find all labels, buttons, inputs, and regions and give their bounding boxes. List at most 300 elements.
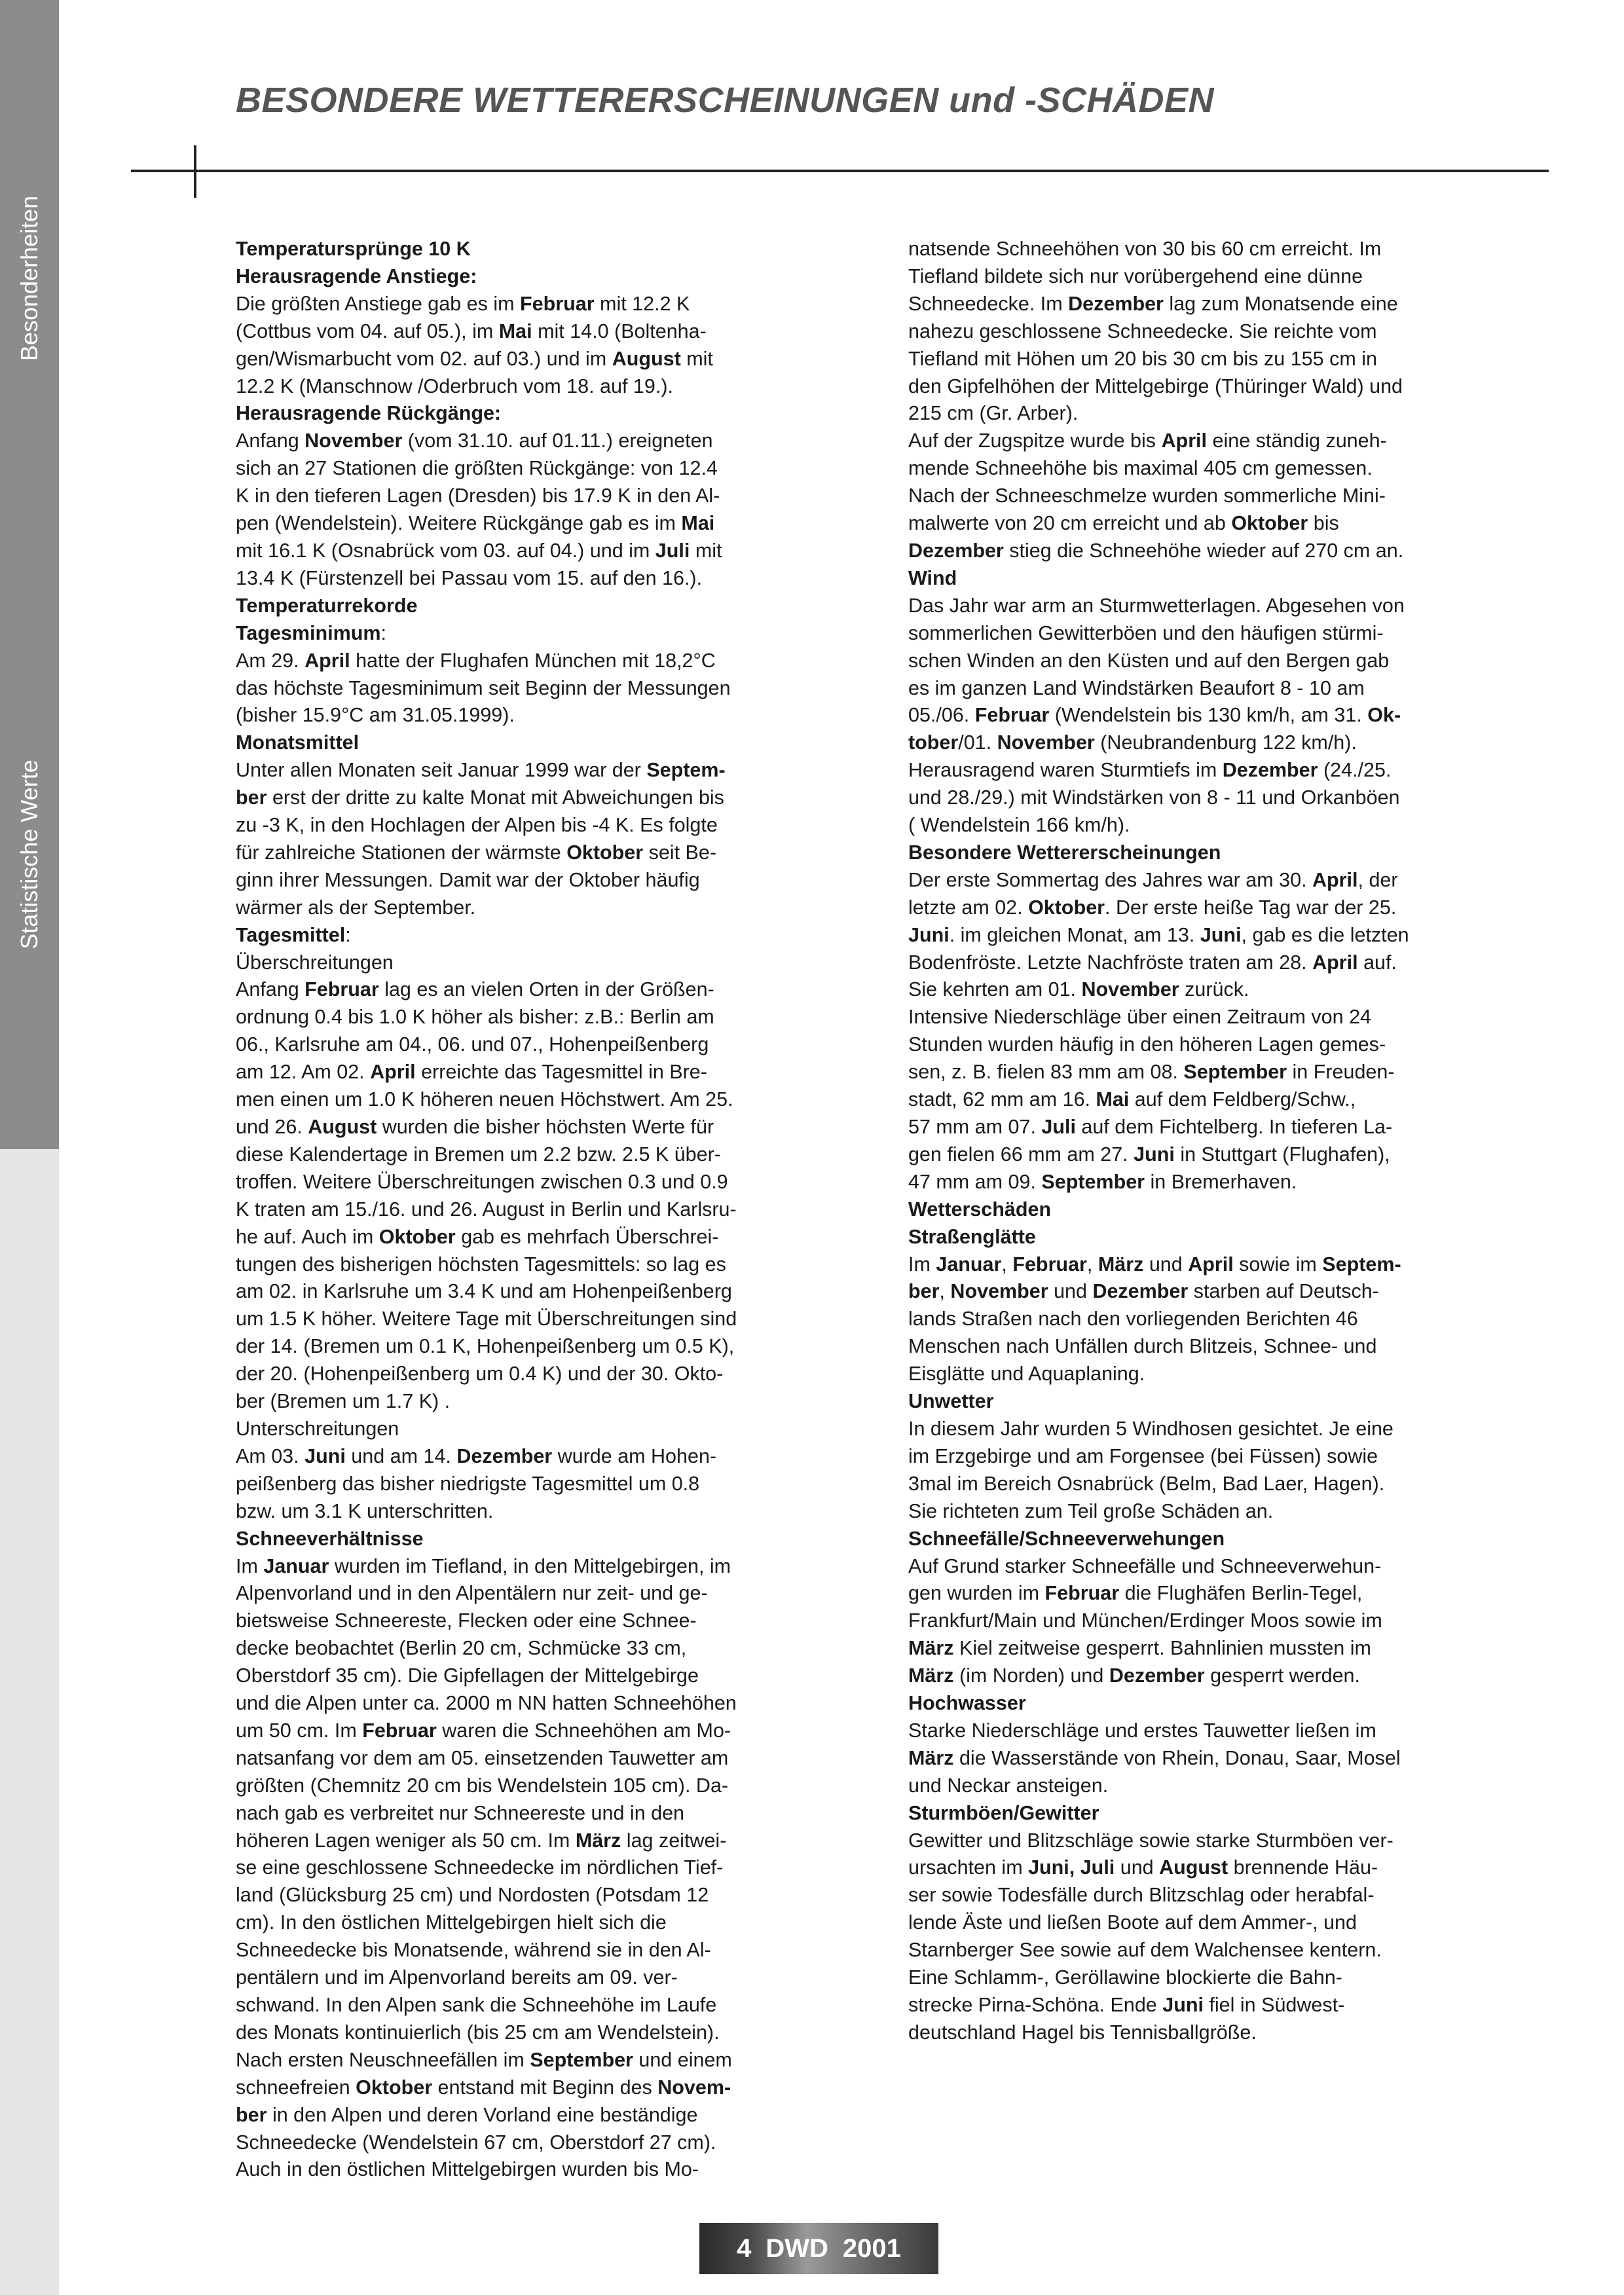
right-text-column — [908, 236, 1471, 2047]
text-line — [236, 757, 799, 784]
text-run: . Der erste heiße Tag war der 25. — [1105, 896, 1397, 919]
text-line — [908, 1278, 1471, 1306]
text-line — [236, 1937, 799, 1964]
bold-text-run: Septem- — [646, 759, 726, 782]
text-run: ber (Bremen um 1.7 K) . — [236, 1390, 451, 1413]
text-line — [236, 922, 799, 949]
text-line — [236, 373, 799, 401]
text-run: mit 14.0 (Boltenha- — [532, 320, 707, 342]
bold-text-run: September — [1041, 1170, 1145, 1193]
text-line — [908, 428, 1471, 455]
text-line — [236, 1827, 799, 1855]
text-line — [908, 1416, 1471, 1443]
text-line — [236, 510, 799, 538]
text-line — [236, 1498, 799, 1526]
text-run: lag zum Monatsende eine — [1163, 292, 1398, 315]
text-line — [236, 1526, 799, 1553]
text-line — [236, 1745, 799, 1772]
text-line — [908, 1717, 1471, 1745]
bold-text-run: Hochwasser — [908, 1692, 1026, 1715]
text-line — [908, 1964, 1471, 1992]
text-run: Nach ersten Neuschneefällen im — [236, 2048, 530, 2071]
text-run: natsende Schneehöhen von 30 bis 60 cm erreicht. Im — [908, 238, 1382, 260]
text-line — [908, 1306, 1471, 1333]
text-run: um 1.5 K höher. Weitere Tage mit Überschreitungen sind — [236, 1308, 737, 1331]
text-run: , gab es die letzten — [1241, 923, 1409, 946]
bold-text-run: Oktober — [1231, 512, 1308, 535]
bold-text-run: Wind — [908, 566, 957, 589]
text-line — [908, 510, 1471, 538]
text-run: mit 12.2 K — [594, 292, 690, 315]
text-line — [908, 1224, 1471, 1251]
text-line — [908, 1772, 1471, 1800]
text-run: Am 03. — [236, 1444, 305, 1467]
text-run: den Gipfelhöhen der Mittelgebirge (Thüringer Wald) und — [908, 375, 1403, 397]
text-line — [908, 784, 1471, 812]
text-line — [236, 1607, 799, 1635]
text-run: und Neckar ansteigen. — [908, 1774, 1109, 1797]
text-run: : — [380, 621, 386, 644]
text-run: In diesem Jahr wurden 5 Windhosen gesichtet. Je eine — [908, 1417, 1393, 1440]
bold-text-run: Oktober — [566, 841, 644, 864]
text-run: diese Kalendertage in Bremen um 2.2 bzw. 2.5 K über- — [236, 1143, 721, 1166]
text-line — [236, 1114, 799, 1141]
text-line — [908, 1086, 1471, 1114]
text-run: wärmer als der September. — [236, 896, 476, 919]
bold-text-run: Oktober — [378, 1225, 456, 1248]
text-run: und — [1143, 1253, 1189, 1276]
text-line — [908, 565, 1471, 593]
text-line — [236, 1416, 799, 1443]
text-line — [236, 428, 799, 455]
text-line — [236, 1964, 799, 1992]
text-run: das höchste Tagesminimum seit Beginn der Messungen — [236, 676, 731, 699]
text-line — [236, 1635, 799, 1662]
text-run: Oberstdorf 35 cm). Die Gipfellagen der Mittelgebirge — [236, 1664, 699, 1687]
text-run: des Monats kontinuierlich (bis 25 cm am Wendelstein). — [236, 2021, 720, 2044]
text-run: 47 mm am 09. — [908, 1170, 1042, 1193]
text-run: erst der dritte zu kalte Monat mit Abweichungen bis — [267, 786, 724, 809]
text-line — [908, 1635, 1471, 1662]
bold-text-run: Schneeverhältnisse — [236, 1527, 424, 1550]
text-run: Der erste Sommertag des Jahres war am 30. — [908, 868, 1313, 891]
text-run: pen (Wendelstein). Weitere Rückgänge gab es im — [236, 512, 682, 535]
bold-text-run: Novem- — [657, 2076, 731, 2099]
text-line — [908, 1251, 1471, 1279]
text-line — [236, 1553, 799, 1581]
side-tab-besonderheiten[interactable] — [0, 0, 59, 655]
bold-text-run: November — [304, 430, 403, 452]
text-run: Alpenvorland und in den Alpentälern nur zeit- und ge- — [236, 1582, 708, 1605]
text-run: Bodenfröste. Letzte Nachfröste traten am 28. — [908, 951, 1313, 974]
text-line — [908, 346, 1471, 373]
bold-text-run: November — [950, 1280, 1048, 1303]
text-line — [236, 812, 799, 839]
bold-text-run: September — [1183, 1061, 1287, 1084]
text-run: land (Glücksburg 25 cm) und Nordosten (Potsdam 12 — [236, 1884, 709, 1907]
bold-text-run: März — [908, 1746, 954, 1769]
text-line — [908, 620, 1471, 648]
text-run: erreichte das Tagesmittel in Bre- — [415, 1061, 707, 1084]
text-line — [908, 1662, 1471, 1690]
side-tab-statistische-werte[interactable] — [0, 655, 59, 1149]
text-run: und einem — [633, 2048, 732, 2071]
text-run: in Bremerhaven. — [1145, 1170, 1297, 1193]
text-line — [908, 1031, 1471, 1059]
bold-text-run: Straßenglätte — [908, 1225, 1036, 1248]
text-run: Das Jahr war arm an Sturmwetterlagen. Abgesehen von — [908, 594, 1405, 617]
text-run: peißenberg das bisher niedrigste Tagesmittel um 0.8 — [236, 1472, 700, 1495]
text-line — [236, 839, 799, 867]
text-line — [236, 1580, 799, 1607]
text-line — [236, 729, 799, 757]
bold-text-run: November — [997, 731, 1095, 754]
text-line — [236, 1306, 799, 1333]
text-run: strecke Pirna-Schöna. Ende — [908, 1994, 1163, 2016]
text-run: Menschen nach Unfällen durch Blitzeis, Schnee- und — [908, 1335, 1377, 1358]
bold-text-run: Mai — [681, 512, 715, 535]
text-run: Sie richteten zum Teil große Schäden an. — [908, 1499, 1274, 1522]
text-run: die Wasserstände von Rhein, Donau, Saar, Mosel — [953, 1746, 1401, 1769]
bold-text-run: tober — [908, 731, 959, 754]
text-run: um 50 cm. Im — [236, 1719, 363, 1742]
text-run: Im — [236, 1554, 264, 1577]
text-line — [908, 1607, 1471, 1635]
text-run: gen/Wismarbucht vom 02. auf 03.) und im — [236, 347, 612, 370]
text-run: K traten am 15./16. und 26. August in Berlin und Karlsru- — [236, 1198, 737, 1221]
bold-text-run: August — [1159, 1856, 1228, 1879]
text-run: Gewitter und Blitzschläge sowie starke Sturmböen ver- — [908, 1829, 1393, 1852]
bold-text-run: Juni, Juli — [1028, 1856, 1115, 1879]
text-run: malwerte von 20 cm erreicht und ab — [908, 512, 1232, 535]
text-run: Anfang — [236, 978, 305, 1001]
text-line — [236, 2102, 799, 2129]
text-run: Tiefland bildete sich nur vorübergehend eine dünne — [908, 265, 1363, 287]
text-line — [236, 400, 799, 428]
text-run: fiel in Südwest- — [1203, 1994, 1345, 2016]
text-line — [236, 1772, 799, 1800]
text-line — [908, 1333, 1471, 1361]
text-line — [908, 976, 1471, 1004]
bold-text-run: Februar — [520, 292, 595, 315]
page-footer — [699, 2223, 938, 2274]
text-line — [236, 1388, 799, 1416]
text-line — [236, 1169, 799, 1196]
text-run: Frankfurt/Main und München/Erdinger Moos sowie im — [908, 1609, 1382, 1632]
text-run: lag es an vielen Orten in der Größen- — [378, 978, 714, 1001]
text-run: gen wurden im — [908, 1582, 1045, 1605]
bold-text-run: April — [304, 649, 350, 672]
text-line — [236, 2074, 799, 2102]
bold-text-run: März — [908, 1637, 954, 1660]
text-run: lands Straßen nach den vorliegenden Berichten 46 — [908, 1308, 1358, 1331]
text-run: gesperrt werden. — [1204, 1664, 1360, 1687]
text-run: schen Winden an den Küsten und auf den Bergen gab — [908, 649, 1390, 672]
bold-text-run: Februar — [1044, 1582, 1120, 1605]
text-run: Auf der Zugspitze wurde bis — [908, 430, 1162, 452]
bold-text-run: April — [1312, 868, 1358, 891]
text-run: Sie kehrten am 01. — [908, 978, 1082, 1001]
text-line — [908, 1909, 1471, 1937]
text-line — [236, 2129, 799, 2157]
text-run: he auf. Auch im — [236, 1225, 379, 1248]
text-line — [236, 1662, 799, 1690]
text-run: Nach der Schneeschmelze wurden sommerliche Mini- — [908, 485, 1386, 507]
text-line — [908, 1937, 1471, 1964]
text-run: bzw. um 3.1 K unterschritten. — [236, 1499, 494, 1522]
text-line — [908, 1827, 1471, 1855]
text-run: Auf Grund starker Schneefälle und Schneeverwehun- — [908, 1554, 1382, 1577]
bold-text-run: Januar — [936, 1253, 1002, 1276]
text-run: (im Norden) und — [953, 1664, 1109, 1687]
text-line — [908, 702, 1471, 729]
text-run: (Wendelstein bis 130 km/h, am 31. — [1049, 704, 1368, 727]
text-line — [236, 1471, 799, 1498]
text-line — [236, 291, 799, 318]
text-run: Stunden wurden häufig in den höheren Lagen gemes- — [908, 1033, 1386, 1056]
text-line — [908, 839, 1471, 867]
text-run: 13.4 K (Fürstenzell bei Passau vom 15. auf den 16.). — [236, 566, 703, 589]
text-run: (24./25. — [1318, 759, 1392, 782]
text-run: zu -3 K, in den Hochlagen der Alpen bis -4 K. Es folgte — [236, 814, 718, 837]
text-run: Die größten Anstiege gab es im — [236, 292, 521, 315]
text-run: hatte der Flughafen München mit 18,2°C — [350, 649, 716, 672]
bold-text-run: Oktober — [1028, 896, 1105, 919]
text-line — [236, 1361, 799, 1388]
side-tab-label: Besonderheiten — [16, 195, 43, 361]
text-run: Am 29. — [236, 649, 305, 672]
bold-text-run: ber — [236, 2103, 267, 2126]
text-run: und 26. — [236, 1116, 308, 1138]
text-run: die Flughäfen Berlin-Tegel, — [1119, 1582, 1363, 1605]
text-line — [908, 1800, 1471, 1827]
text-run: sommerlichen Gewitterböen und den häufigen stürmi- — [908, 621, 1384, 644]
bold-text-run: Dezember — [1068, 292, 1164, 315]
text-line — [236, 1004, 799, 1031]
text-line — [908, 1526, 1471, 1553]
header-rule — [131, 170, 1549, 172]
text-line — [236, 894, 799, 922]
footer-year: 2001 — [842, 2233, 901, 2263]
text-line — [908, 455, 1471, 483]
page-title: BESONDERE WETTERERSCHEINUNGEN und -SCHÄDEN — [236, 81, 1215, 120]
text-line — [908, 922, 1471, 949]
text-run: und am 14. — [345, 1444, 457, 1467]
text-line — [908, 1690, 1471, 1717]
bold-text-run: ber — [236, 786, 267, 809]
text-run: Auch in den östlichen Mittelgebirgen wurden bis Mo- — [236, 2158, 699, 2181]
text-line — [236, 2019, 799, 2047]
bold-text-run: Februar — [974, 704, 1050, 727]
text-line — [236, 1800, 799, 1827]
text-line — [908, 757, 1471, 784]
text-line — [908, 263, 1471, 291]
text-line — [236, 318, 799, 346]
text-run: in den Alpen und deren Vorland eine beständige — [267, 2103, 698, 2126]
bold-text-run: Dezember — [1109, 1664, 1205, 1687]
text-run: Überschreitungen — [236, 951, 394, 974]
text-run: sen, z. B. fielen 83 mm am 08. — [908, 1061, 1184, 1084]
text-run: bietsweise Schneereste, Flecken oder eine Schnee- — [236, 1609, 697, 1632]
text-run: der 14. (Bremen um 0.1 K, Hohenpeißenberg um 0.5 K), — [236, 1335, 735, 1358]
text-run: K in den tieferen Lagen (Dresden) bis 17.9 K in den Al- — [236, 485, 720, 507]
text-run: tungen des bisherigen höchsten Tagesmittels: so lag es — [236, 1253, 726, 1276]
text-line — [236, 1882, 799, 1909]
text-line — [236, 1854, 799, 1882]
bold-text-run: April — [1161, 430, 1208, 452]
text-run: lende Äste und ließen Boote auf dem Ammer-, und — [908, 1911, 1357, 1934]
text-run: se eine geschlossene Schneedecke im nördlichen Tief- — [236, 1856, 724, 1879]
text-line — [908, 483, 1471, 510]
text-run: stadt, 62 mm am 16. — [908, 1088, 1096, 1111]
text-run: waren die Schneehöhen am Mo- — [436, 1719, 731, 1742]
bold-text-run: Juni — [908, 923, 950, 946]
text-run: und — [1048, 1280, 1093, 1303]
bold-text-run: Juni — [1162, 1994, 1204, 2016]
text-run: mit 16.1 K (Osnabrück vom 03. auf 04.) und im — [236, 539, 655, 562]
bold-text-run: Dezember — [456, 1444, 553, 1467]
text-run: 06., Karlsruhe am 04., 06. und 07., Hohenpeißenberg — [236, 1033, 709, 1056]
text-line — [908, 729, 1471, 757]
text-run: wurden die bisher höchsten Werte für — [377, 1116, 714, 1138]
text-line — [236, 2156, 799, 2184]
text-line — [236, 1278, 799, 1306]
bold-text-run: Oktober — [356, 2076, 433, 2099]
text-line — [236, 236, 799, 263]
page-number: 4 — [737, 2233, 752, 2263]
bold-text-run: ber — [908, 1280, 940, 1303]
text-run: Eisglätte und Aquaplaning. — [908, 1363, 1145, 1386]
text-run: Unter allen Monaten seit Januar 1999 war der — [236, 759, 647, 782]
text-line — [236, 648, 799, 675]
text-run: Schneedecke (Wendelstein 67 cm, Oberstdorf 27 cm). — [236, 2131, 716, 2154]
text-line — [236, 565, 799, 593]
text-run: Tiefland mit Höhen um 20 bis 30 cm bis zu 155 cm in — [908, 347, 1377, 370]
bold-text-run: Januar — [263, 1554, 329, 1577]
bold-text-run: Tagesminimum — [236, 621, 381, 644]
text-run: am 12. Am 02. — [236, 1061, 371, 1084]
text-run: für zahlreiche Stationen der wärmste — [236, 841, 567, 864]
bold-text-run: Temperatursprünge 10 K — [236, 238, 471, 260]
text-line — [236, 1224, 799, 1251]
bold-text-run: Ok- — [1367, 704, 1401, 727]
text-run: , — [1086, 1253, 1098, 1276]
text-run: Unterschreitungen — [236, 1417, 399, 1440]
text-run: ordnung 0.4 bis 1.0 K höher als bisher: z.B.: Berlin am — [236, 1006, 714, 1029]
text-run: größten (Chemnitz 20 cm bis Wendelstein 105 cm). Da- — [236, 1774, 729, 1797]
text-line — [908, 1882, 1471, 1909]
text-line — [236, 620, 799, 648]
text-line — [236, 1141, 799, 1169]
text-line — [908, 400, 1471, 428]
text-line — [908, 1004, 1471, 1031]
text-run: : — [345, 923, 351, 946]
text-run: ginn ihrer Messungen. Damit war der Oktober häufig — [236, 868, 700, 891]
text-line — [236, 538, 799, 565]
text-line — [908, 1141, 1471, 1169]
text-run: wurde am Hohen- — [552, 1444, 717, 1467]
text-line — [908, 1553, 1471, 1581]
text-run: gen fielen 66 mm am 27. — [908, 1143, 1134, 1166]
text-line — [908, 1580, 1471, 1607]
text-line — [908, 867, 1471, 894]
text-run: auf dem Feldberg/Schw., — [1129, 1088, 1356, 1111]
text-run: sowie im — [1233, 1253, 1323, 1276]
text-run: schneefreien — [236, 2076, 356, 2099]
text-run: , — [939, 1280, 951, 1303]
text-run: mit — [690, 539, 722, 562]
text-line — [236, 1086, 799, 1114]
text-line — [236, 1717, 799, 1745]
bold-text-run: Schneefälle/Schneeverwehungen — [908, 1527, 1225, 1550]
text-run: Starke Niederschläge und erstes Tauwetter ließen im — [908, 1719, 1376, 1742]
text-line — [236, 1690, 799, 1717]
bold-text-run: Unwetter — [908, 1390, 994, 1413]
text-line — [236, 346, 799, 373]
bold-text-run: August — [612, 347, 681, 370]
text-line — [236, 1333, 799, 1361]
text-run: auf dem Fichtelberg. In tieferen La- — [1075, 1116, 1393, 1138]
text-line — [236, 1992, 799, 2019]
bold-text-run: Mai — [1096, 1088, 1130, 1111]
text-run: sich an 27 Stationen die größten Rückgänge: von 12.4 — [236, 457, 718, 480]
text-run: zurück. — [1179, 978, 1249, 1001]
bold-text-run: April — [370, 1061, 416, 1084]
text-run: decke beobachtet (Berlin 20 cm, Schmücke 33 cm, — [236, 1637, 687, 1660]
bold-text-run: Februar — [362, 1719, 437, 1742]
text-run: Schneedecke. Im — [908, 292, 1069, 315]
text-run: es im ganzen Land Windstärken Beaufort 8 - 10 am — [908, 676, 1365, 699]
bold-text-run: Tagesmittel — [236, 923, 346, 946]
text-run: (vom 31.10. auf 01.11.) ereigneten — [402, 430, 713, 452]
bold-text-run: September — [530, 2048, 633, 2071]
text-line — [908, 1388, 1471, 1416]
text-line — [236, 1251, 799, 1279]
bold-text-run: Februar — [304, 978, 379, 1001]
text-run: (Neubrandenburg 122 km/h). — [1094, 731, 1357, 754]
text-line — [908, 593, 1471, 620]
text-run: Herausragend waren Sturmtiefs im — [908, 759, 1223, 782]
bold-text-run: Temperaturrekorde — [236, 594, 418, 617]
text-run: Im — [908, 1253, 936, 1276]
text-line — [908, 1196, 1471, 1224]
left-text-column — [236, 236, 799, 2184]
text-run: troffen. Weitere Überschreitungen zwischen 0.3 und 0.9 — [236, 1170, 728, 1193]
bold-text-run: Dezember — [1222, 759, 1318, 782]
text-run: 215 cm (Gr. Arber). — [908, 402, 1079, 425]
side-tab-label: Statistische Werte — [16, 760, 43, 949]
bold-text-run: Wetterschäden — [908, 1198, 1052, 1221]
text-line — [236, 455, 799, 483]
text-line — [236, 1031, 799, 1059]
bold-text-run: Juli — [1041, 1116, 1076, 1138]
text-run: mende Schneehöhe bis maximal 405 cm gemessen. — [908, 457, 1373, 480]
text-line — [908, 1745, 1471, 1772]
text-line — [236, 263, 799, 291]
text-line — [908, 812, 1471, 839]
text-run: pentälern und im Alpenvorland bereits am 09. ver- — [236, 1966, 678, 1989]
bold-text-run: Juli — [655, 539, 690, 562]
text-run: men einen um 1.0 K höheren neuen Höchstwert. Am 25. — [236, 1088, 733, 1111]
text-line — [908, 1059, 1471, 1086]
text-run: ( Wendelstein 166 km/h). — [908, 814, 1130, 837]
text-run: 57 mm am 07. — [908, 1116, 1042, 1138]
text-line — [908, 373, 1471, 401]
text-run: und 28./29.) mit Windstärken von 8 - 11 und Orkanböen — [908, 786, 1400, 809]
text-line — [236, 867, 799, 894]
bold-text-run: Juni — [1134, 1143, 1175, 1166]
text-run: starben auf Deutsch- — [1188, 1280, 1379, 1303]
